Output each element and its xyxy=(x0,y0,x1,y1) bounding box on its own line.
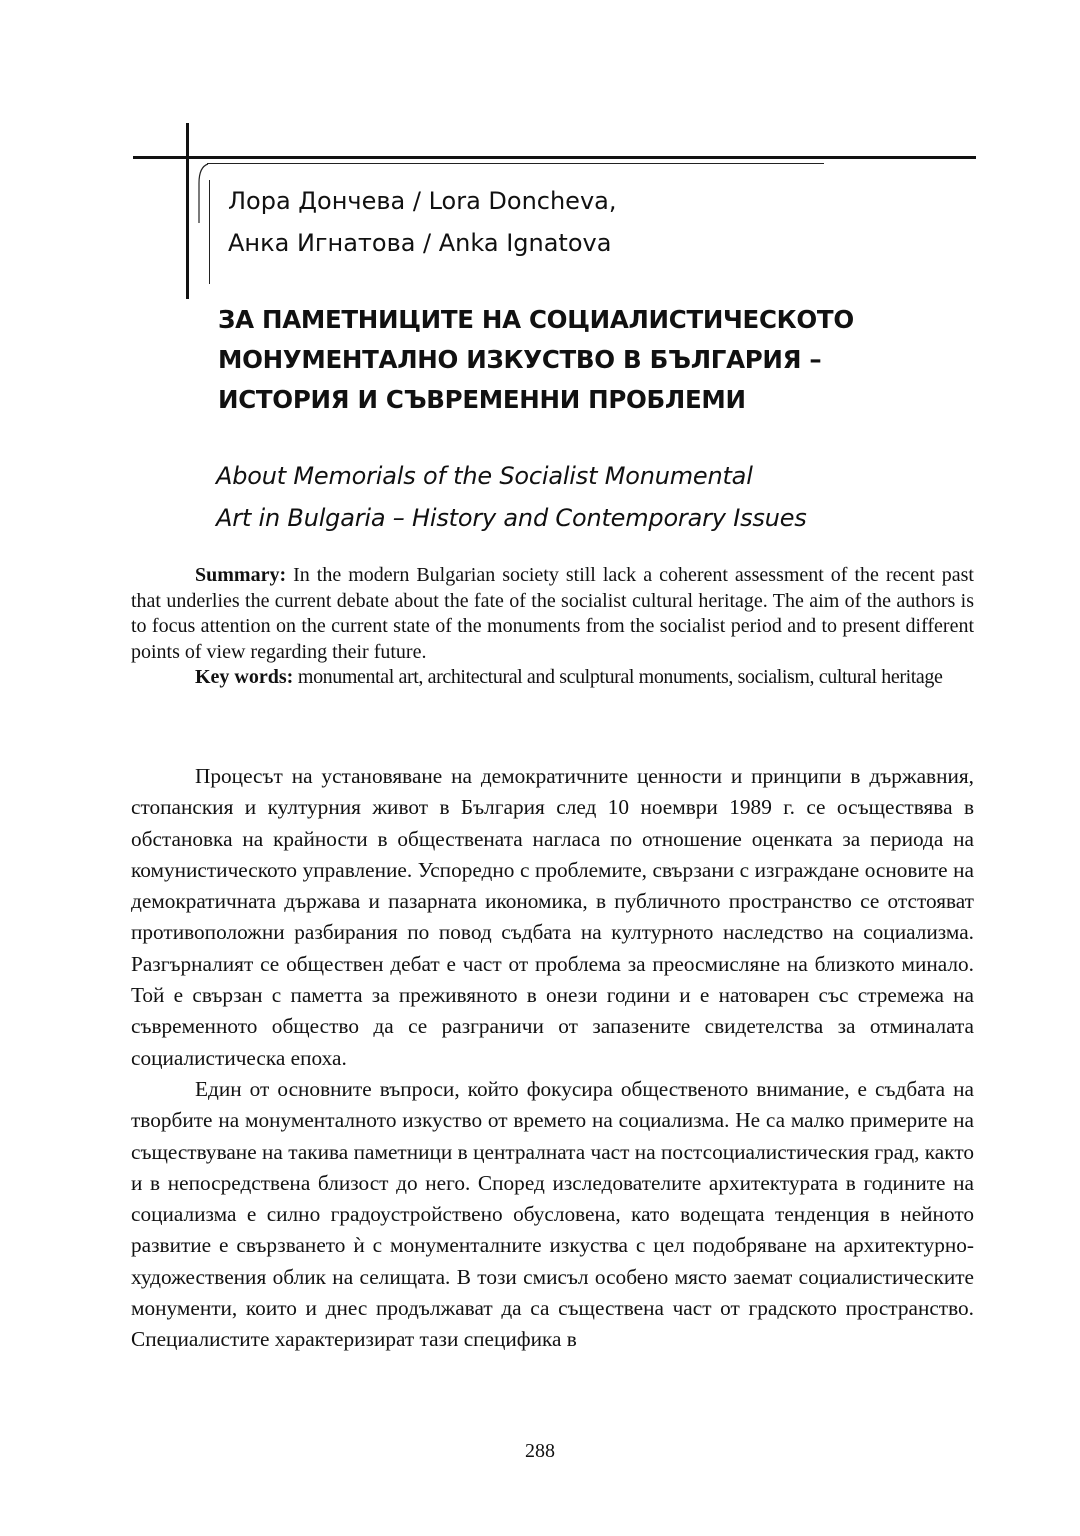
header-rule-horizontal xyxy=(133,156,976,159)
page-number: 288 xyxy=(525,1440,555,1462)
abstract-block xyxy=(131,563,974,691)
body-paragraph-1: Процесът на установяване на демократичните ценности и принципи в държавния, стопанския и културния живот в България след 10 ноември 1989 г. се осъществява в обстановка на крайности в обществената нагласа по отношение оценката за периода на комунистическото управление. Успоредно с проблемите, свързани с изграждане основите на демократичната държава и пазарната икономика, в публичното пространство се отстояват противоположни разбирания по повод съдбата на културното наследство на социализма. Разгърналият се обществен дебат е част от проблема за преосмисляне на близкото минало. Той е свързан с паметта за преживяното в онези години и е натоварен със стремежа на съвременното общество да се разграничи от запазените свидетелства за отминалата социалистическа епоха. xyxy=(131,764,974,1070)
author-2: Анка Игнатова / Anka Ignatova xyxy=(228,229,612,257)
title-en-line-1: About Memorials of the Socialist Monumental xyxy=(216,462,753,490)
header-rule-thin xyxy=(207,163,824,164)
summary-paragraph xyxy=(131,563,974,665)
keywords-text: monumental art, architectural and sculptural monuments, socialism, cultural heritage xyxy=(293,666,943,688)
authors-block xyxy=(228,180,617,264)
title-en-line-2: Art in Bulgaria – History and Contemporary Issues xyxy=(216,504,807,532)
author-1: Лора Дончева / Lora Doncheva, xyxy=(228,187,617,215)
keywords-paragraph xyxy=(131,665,974,691)
header-rule-thin-vertical xyxy=(209,180,210,284)
body-paragraph-2: Един от основните въпроси, който фокусира общественото внимание, е съдбата на творбите на монументалното изкуство от времето на социализма. Не са малко примерите на съществуване на такива паметници в централната част на постсоциалистическия град, както и в непосредствена близост до него. Според изследователите архитектурата в годините на социализма е силно градоустройствено обусловена, като водещата тенденция в нейното развитие е свързването ѝ с монументалните изкуства с цел подобряване на архитектурно-художествения облик на селищата. В този смисъл особено място заемат социалистическите монументи, които и днес продължават да са съществена част от градското пространство. Специалистите характеризират тази специфика в xyxy=(131,1076,974,1352)
body-text xyxy=(131,761,974,1356)
title-bulgarian xyxy=(218,300,938,420)
header-rule-vertical xyxy=(186,123,189,299)
title-bg-line-2: МОНУМЕНТАЛНО ИЗКУСТВО В БЪЛГАРИЯ – xyxy=(218,345,822,374)
summary-text: In the modern Bulgarian society still lack a coherent assessment of the recent past that underlies the current debate about the fate of the socialist cultural heritage. The aim of the authors is to focus attention on the current state of the monuments from the socialist period and to present different points of view regarding their future. xyxy=(131,564,974,663)
title-bg-line-1: ЗА ПАМЕТНИЦИТЕ НА СОЦИАЛИСТИЧЕСКОТО xyxy=(218,305,854,334)
keywords-label: Key words: xyxy=(195,666,294,688)
title-bg-line-3: ИСТОРИЯ И СЪВРЕМЕННИ ПРОБЛЕМИ xyxy=(218,385,746,414)
title-english xyxy=(216,455,936,539)
summary-label: Summary: xyxy=(195,564,287,586)
